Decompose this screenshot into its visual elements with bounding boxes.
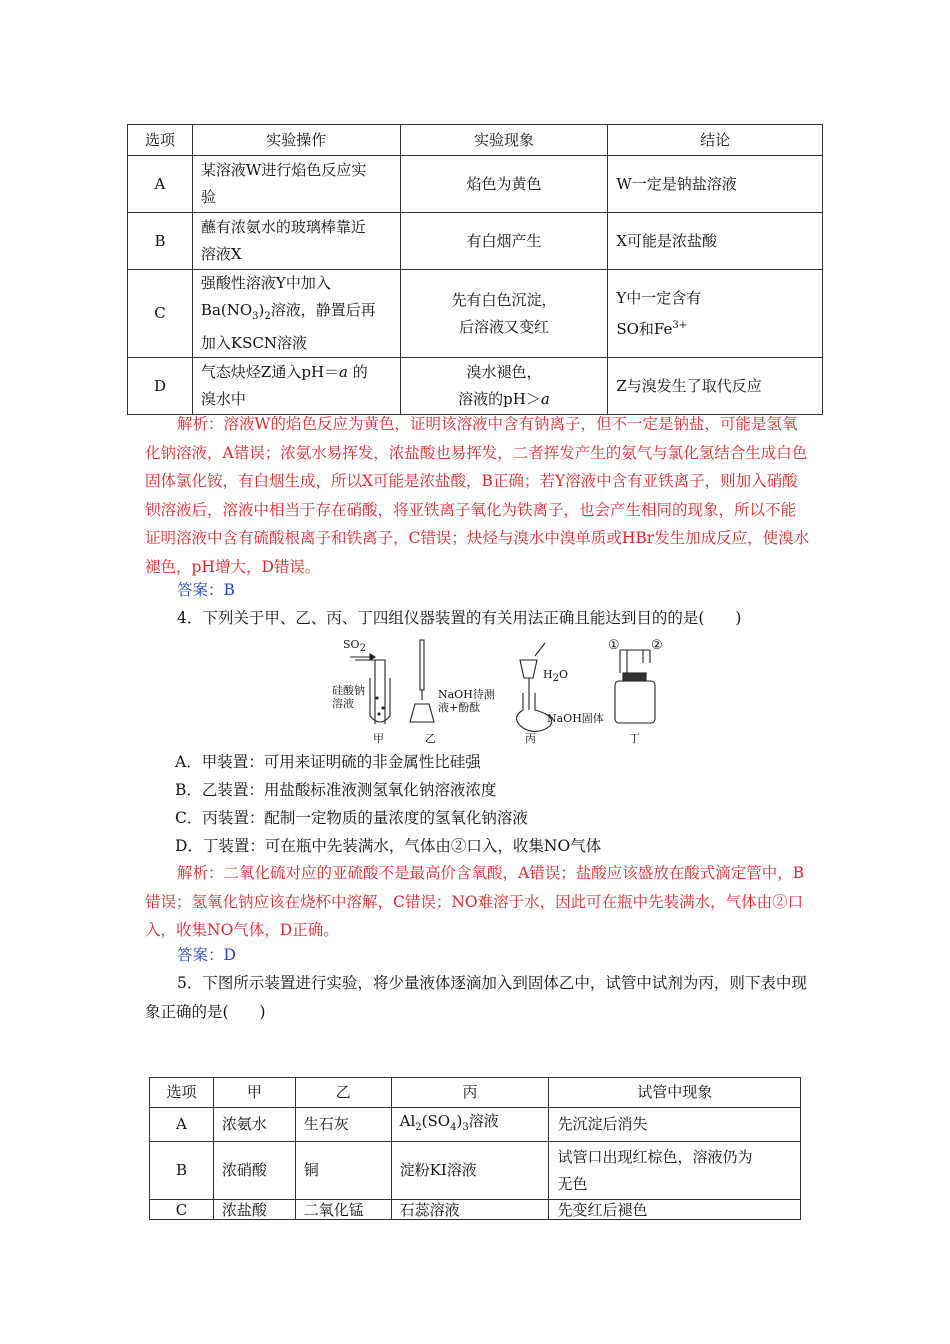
table-row: A 某溶液W进行焰色反应实 验 焰色为黄色 W一定是钠盐溶液 [128,156,823,213]
q4-option-b: B．乙装置：用盐酸标准液测氢氧化钠溶液浓度 [175,781,497,799]
header-operation: 实验操作 [192,125,400,156]
gas-tubes [620,650,650,673]
table-row: C 浓盐酸 二氧化锰 石蕊溶液 先变红后褪色 [150,1200,801,1220]
burette [420,640,424,690]
header-conclusion: 结论 [608,125,823,156]
q5-stem: 5．下图所示装置进行实验，将少量液体逐滴加入到固体乙中，试管中试剂为丙，则下表中现象正确的是( ) [145,974,807,1021]
apparatus-figure: $SO_2$ 硅酸钠 溶液 甲 NaOH待测 液+酚酞 乙 $H_2O$ NaOH固体 丙 ① ② 丁 [332,638,663,745]
q4-option-a: A．甲装置：可用来证明硫的非金属性比硅强 [175,753,481,771]
q3-answer: 答案：B [177,581,235,599]
q3-analysis: 解析：溶液W的焰色反应为黄色，证明该溶液中含有钠离子，但不一定是钠盐，可能是氢氧化钠溶液，A错误；浓氨水易挥发，浓盐酸也易挥发，二者挥发产生的氨气与氯化氢结合生成白色固体氯化铵，有白烟生成，所以X可能是浓盐酸，B正确；若Y溶液中含有亚铁离子，则加入硝酸钡溶液后，溶液中相当于存在硝酸，将亚铁离子氧化为铁离子，也会产生相同的现象，所以不能证明溶液中含有硫酸根离子和铁离子，C错误；炔烃与溴水中溴单质或HBr发生加成反应，使溴水褪色，pH增大，D错误。 [145,415,810,576]
q4-option-c: C．丙装置：配制一定物质的量浓度的氢氧化钠溶液 [175,809,528,827]
table-row: B 蘸有浓氨水的玻璃棒靠近 溶液X 有白烟产生 X可能是浓盐酸 [128,213,823,270]
table-row: A 浓氨水 生石灰 $Al_2(SO_4)_3$溶液 先沉淀后消失 [150,1108,801,1142]
header-phenomenon: 实验现象 [400,125,608,156]
header-option: 选项 [128,125,193,156]
beaker [520,660,537,678]
reagent-table: 选项 甲 乙 丙 试管中现象 A 浓氨水 生石灰 $Al_2(SO_4)_3$溶液 先沉淀后消失 B 浓硝酸 铜 淀粉KI溶液 试管口出现红棕色，溶液仍为 无色 C 浓盐酸 二氧化锰 石蕊溶液 先变红后褪色 [149,1077,801,1220]
gas-bottle [615,681,655,723]
experiment-table [127,124,823,415]
table-row: D 气态炔烃Z通入pH＝a 的 溴水中 溴水褪色， 溶液的pH＞a Z与溴发生了取代反应 [128,358,823,415]
table-row: C 强酸性溶液Y中加入 $Ba(NO_3)_2$溶液，静置后再 加入KSCN溶液 先有白色沉淀， 后溶液又变红 Y中一定含有 SO和$Fe^{3+}$ [128,270,823,358]
q4-answer: 答案：D [177,946,236,964]
stopper [623,673,646,681]
q4-stem: 4．下列关于甲、乙、丙、丁四组仪器装置的有关用法正确且能达到目的的是( ) [177,609,742,627]
q4-analysis: 解析：二氧化硫对应的亚硫酸不是最高价含氧酸，A错误；盐酸应该盛放在酸式滴定管中，B错误；氢氧化钠应该在烧杯中溶解，C错误；NO难溶于水，因此可在瓶中先装满水，气体由②口入，收集NO气体，D正确。 [145,864,805,939]
conical-flask [410,704,434,722]
table-row: B 浓硝酸 铜 淀粉KI溶液 试管口出现红棕色，溶液仍为 无色 [150,1142,801,1200]
test-tube-jia [370,678,390,722]
q4-option-d: D．丁装置：可在瓶中先装满水，气体由②口入，收集NO气体 [175,837,602,855]
